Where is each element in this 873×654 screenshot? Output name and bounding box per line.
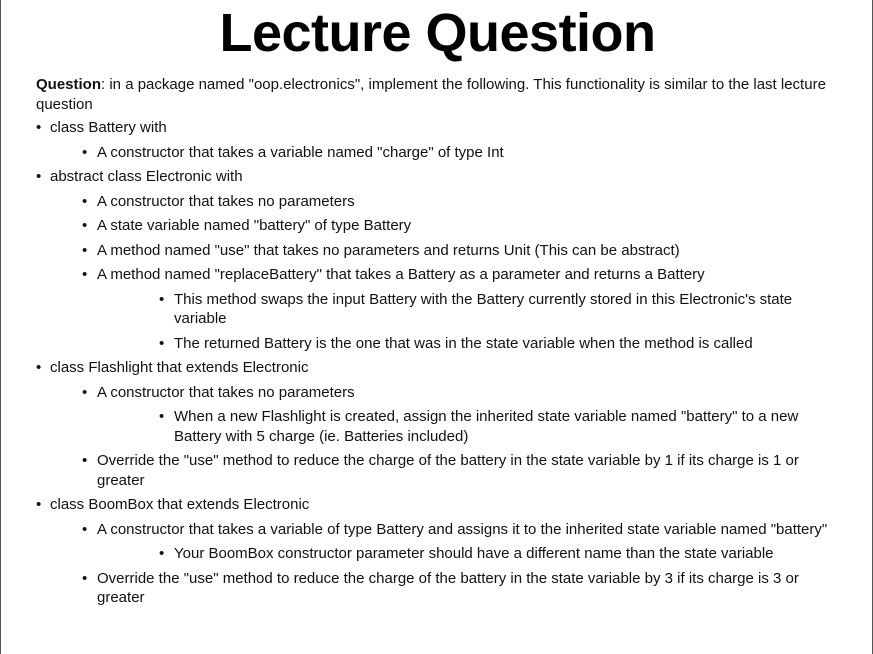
list-item [36, 495, 846, 608]
sub-list [50, 383, 846, 491]
list-item [50, 192, 846, 212]
list-item-text: The returned Battery is the one that was in the state variable when the method is called [174, 334, 753, 352]
bullet-icon: • [159, 545, 165, 562]
list-item-text: A method named "use" that takes no parameters and returns Unit (This can be abstract) [97, 241, 680, 259]
bullet-icon: • [36, 119, 42, 136]
question-label: Question [36, 76, 102, 93]
list-item-text: class BoomBox that extends Electronic [50, 496, 310, 513]
bullet-icon: • [82, 520, 88, 538]
sub-list [97, 290, 846, 354]
sub-list [50, 143, 846, 163]
slide-content [36, 75, 846, 613]
list-item [50, 241, 846, 261]
bullet-icon: • [82, 143, 88, 161]
sub-list [97, 407, 846, 446]
list-item [50, 143, 846, 163]
list-item-text: class Battery with [50, 119, 167, 136]
bullet-icon: • [36, 496, 42, 513]
list-item [36, 118, 846, 162]
requirements-list [36, 118, 846, 608]
bullet-icon: • [159, 334, 165, 352]
bullet-icon: • [82, 192, 88, 210]
list-item [97, 407, 846, 446]
bullet-icon: • [82, 569, 88, 587]
bullet-icon: • [159, 290, 165, 308]
list-item-text: A method named "replaceBattery" that takes a Battery as a parameter and returns a Battery [97, 266, 705, 283]
list-item-text: class Flashlight that extends Electronic [50, 359, 309, 376]
bullet-icon: • [82, 266, 88, 283]
list-item-text: When a new Flashlight is created, assign the inherited state variable named "battery" to a new Battery with 5 charge (ie. Batteries included) [174, 408, 799, 445]
list-item-text: abstract class Electronic with [50, 168, 243, 185]
bullet-icon: • [159, 408, 165, 425]
list-item-text: Your BoomBox constructor parameter should have a different name than the state variable [174, 545, 774, 562]
list-item-text: Override the "use" method to reduce the charge of the battery in the state variable by 1 if its charge is 1 or greater [97, 452, 799, 489]
list-item [50, 265, 846, 353]
list-item-text: This method swaps the input Battery with the Battery currently stored in this Electronic's state variable [174, 290, 793, 327]
slide-title: Lecture Question [219, 3, 656, 63]
list-item [50, 216, 846, 236]
bullet-icon: • [36, 168, 42, 185]
list-item [36, 358, 846, 490]
list-item [50, 520, 846, 564]
bullet-icon: • [82, 452, 88, 469]
list-item-text: A constructor that takes no parameters [97, 192, 355, 210]
bullet-icon: • [82, 383, 88, 401]
list-item [36, 167, 846, 353]
list-item-text: A constructor that takes a variable named "charge" of type Int [97, 143, 504, 161]
sub-list [97, 544, 846, 564]
list-item [97, 290, 846, 329]
sub-list [50, 192, 846, 354]
list-item [97, 544, 846, 564]
list-item-text: A constructor that takes a variable of type Battery and assigns it to the inherited state variable named "battery" [97, 520, 828, 538]
sub-list [50, 520, 846, 608]
list-item [50, 569, 846, 608]
list-item-text: Override the "use" method to reduce the charge of the battery in the state variable by 3 if its charge is 3 or greater [97, 569, 799, 606]
list-item [97, 334, 846, 354]
bullet-icon: • [36, 359, 42, 376]
list-item-text: A state variable named "battery" of type Battery [97, 217, 412, 234]
list-item [50, 451, 846, 490]
question-paragraph [36, 75, 846, 114]
list-item [50, 383, 846, 447]
list-item-text: A constructor that takes no parameters [97, 383, 355, 401]
bullet-icon: • [82, 217, 88, 234]
question-text: : in a package named "oop.electronics", implement the following. This functionality is similar to the last lecture question [36, 76, 826, 113]
bullet-icon: • [82, 241, 88, 259]
